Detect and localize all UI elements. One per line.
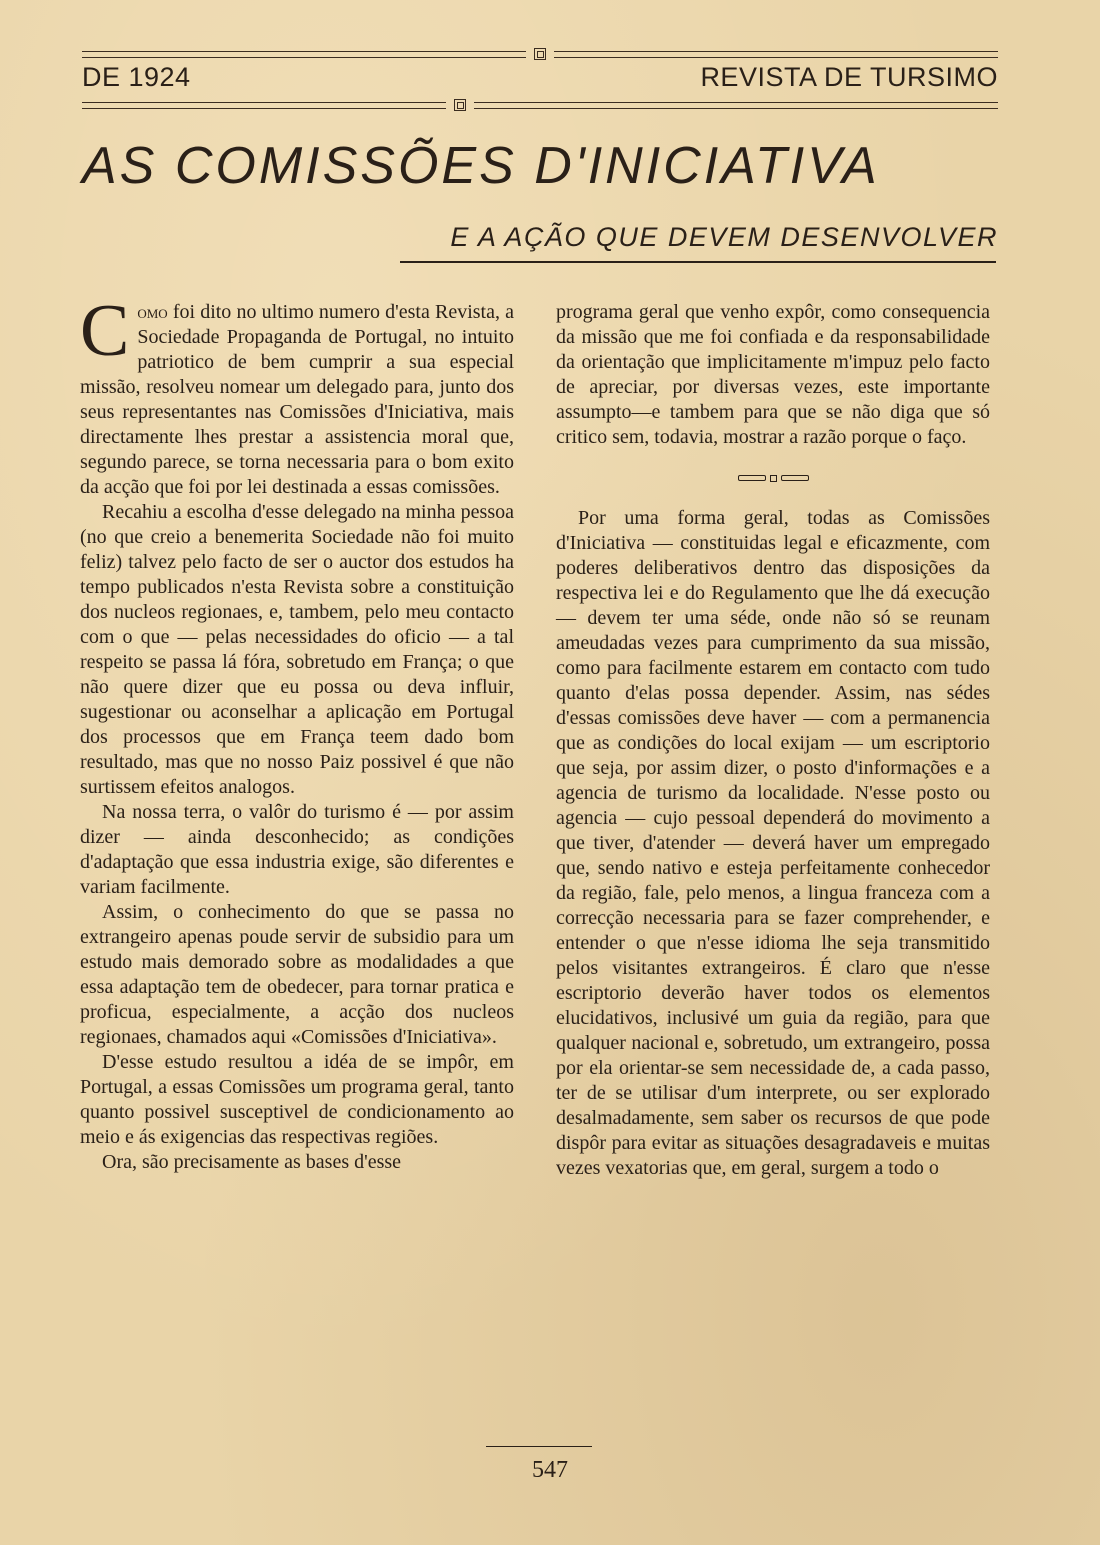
paragraph: Ora, são precisamente as bases d'esse	[102, 1151, 402, 1173]
ornament-icon	[454, 99, 466, 111]
article-title: AS COMISSÕES D'INICIATIVA	[82, 137, 880, 195]
paragraph: Por uma forma geral, todas as Comissões d'Iniciativa — constituidas legal e eficazmente, com poderes deliberativos dentro das disposições da respectiva lei e do Regulamento que lhe dá execução — devem ter uma séde, onde não só se reunam ameudadas vezes para cumprimento da sua missão, como para facilmente estarem em contacto com tudo quanto d'elas possa depender. Assim, nas sédes d'essas comissões deve haver — com a permanencia que as condições do local exijam — um escriptorio que seja, por assim dizer, o posto d'informações e a agencia de turismo da localidade. N'esse posto ou agencia — cujo pessoal dependerá do movimento a que tiver, d'atender — deverá haver um empregado que, sendo nativo e esteja perfeitamente conhecedor da região, fale, pelo menos, a lingua franceza com a correcção necessaria para se fazer comprehender, e entender o que n'esse idioma lhe seja transmitido pelos visitantes extrangeiros. É claro que n'esse escriptorio deverão haver todos os elementos elucidativos, inclusivé um guia da região, para que qualquer nacional e, sobretudo, um extrangeiro, possa por ela orientar-se sem necessidade de, a cada passo, ter de se utilisar d'um interprete, ou ser explorado desalmadamente, sem saber os recursos de que pode dispôr para evitar as situações desagradaveis e muitas vezes vexatorias que, em geral, surgem a todo o	[556, 507, 990, 1179]
paragraph: Recahiu a escolha d'esse delegado na minha pessoa (no que creio a benemerita Sociedade não foi muito feliz) talvez pelo facto de ser o auctor dos estudos ha tempo publicados n'esta Revista sobre a constituição dos nucleos regionaes, e, tambem, pelo meu contacto com o que — pelas necessidades do oficio — a tal respeito se passa lá fóra, sobretudo em França; o que não quere dizer que eu possa ou deva influir, sugestionar ou aconselhar a aplicação em Portugal dos processos que em França teem dado bom resultado, mas que no nosso Paiz possivel é que não surtissem efeitos analogos.	[80, 501, 514, 798]
double-rule	[82, 51, 526, 58]
page-number: 547	[532, 1457, 568, 1483]
lead-in: omo	[137, 302, 168, 323]
ornament-icon	[534, 48, 546, 60]
article-subtitle: E A AÇÃO QUE DEVEM DESENVOLVER	[450, 222, 998, 252]
paragraph-text: foi dito no ultimo numero d'esta Revista, a Sociedade Propaganda de Portugal, no intuito patriotico de bem cumprir a sua especial missão, resolveu nomear um delegado para, junto dos seus representantes nas Comissões d'Iniciativa, mais directamente lhes prestar a assistencia moral que, segundo parece, se torna necessaria para o bom exito da acção que foi por lei destinada a essas comissões.	[80, 301, 514, 498]
paragraph: programa geral que venho expôr, como consequencia da missão que me foi confiada e da responsabilidade da orientação que implicitamente m'impuz pelo facto de apreciar, por diversas vezes, este importante assumpto—e tambem para que se não diga que só critico sem, todavia, mostrar a razão porque o faço.	[556, 301, 990, 448]
drop-cap: C	[80, 290, 130, 372]
left-column	[80, 290, 514, 1175]
double-rule	[554, 51, 998, 58]
double-rule	[82, 102, 446, 109]
section-separator	[556, 472, 990, 484]
header-date: DE 1924	[82, 62, 191, 92]
paragraph: D'esse estudo resultou a idéa de se impôr, em Portugal, a essas Comissões um programa geral, tanto quanto possivel susceptivel de condicionamento ao meio e ás exigencias das respectivas regiões.	[80, 1051, 514, 1148]
footer-rule	[486, 1446, 592, 1447]
header-publication: REVISTA DE TURSIMO	[700, 62, 998, 92]
header-top-rule	[82, 47, 998, 61]
double-rule	[474, 102, 998, 109]
header-bottom-rule	[82, 98, 998, 112]
paragraph: Assim, o conhecimento do que se passa no extrangeiro apenas poude servir de subsidio para um estudo mais demorado sobre as modalidades a que essa adaptação tem de obedecer, para tornar pratica e proficua, especialmente, a acção dos nucleos regionaes, chamados aqui «Comissões d'Iniciativa».	[80, 901, 514, 1048]
paragraph	[80, 290, 514, 500]
right-column	[556, 300, 990, 1181]
paragraph: Na nossa terra, o valôr do turismo é — por assim dizer — ainda desconhecido; as condições d'adaptação que essa industria exige, são diferentes e variam facilmente.	[80, 801, 514, 898]
subtitle-rule	[400, 261, 996, 263]
